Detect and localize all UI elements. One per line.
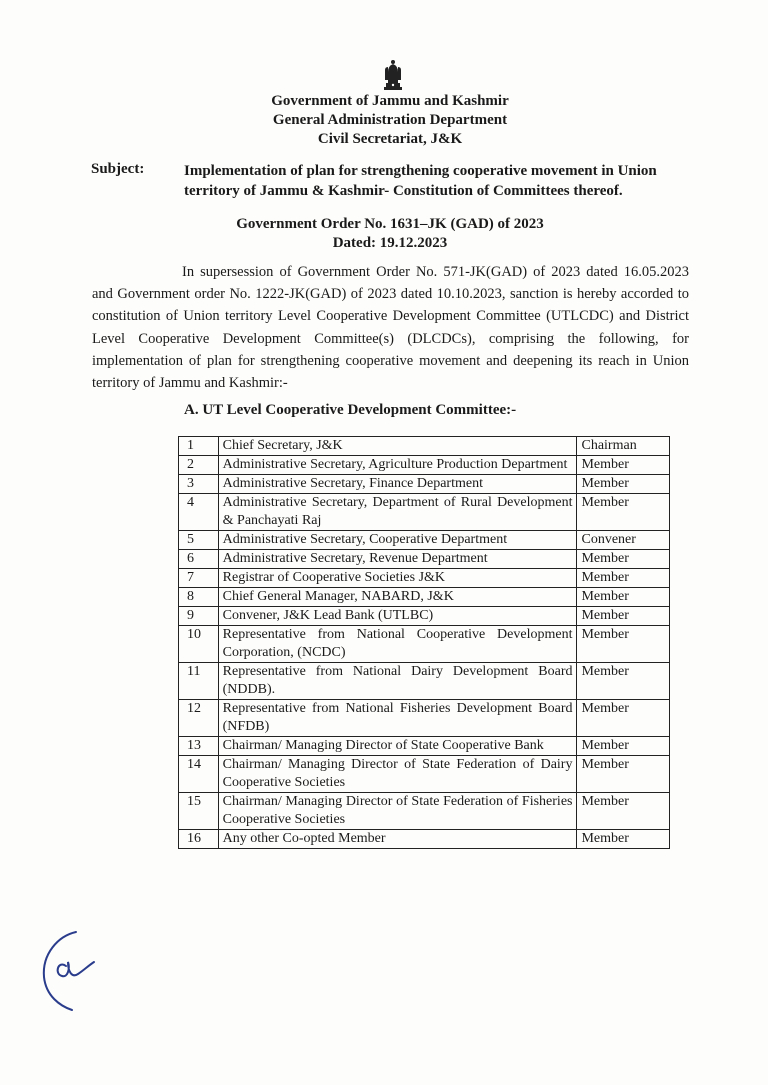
row-role: Member (577, 626, 670, 663)
row-role: Member (577, 569, 670, 588)
row-role: Member (577, 700, 670, 737)
order-number: Government Order No. 1631–JK (GAD) of 2023 (236, 216, 544, 232)
row-role: Member (577, 607, 670, 626)
table-row (179, 793, 670, 830)
row-number: 4 (179, 494, 219, 531)
body-paragraph-text: In supersession of Government Order No. 571-JK(GAD) of 2023 dated 16.05.2023 and Government order No. 1222-JK(GAD) of 2023 dated 10.10.2023, sanction is hereby accorded to constitution of Union territory Level Cooperative Development Committee (UTLCDC) and District Level Cooperative Development Committee(s) (DLCDCs), comprising the following, for implementation of plan for strengthening cooperative movement and deepening its reach in Union territory of Jammu and Kashmir:- (92, 264, 689, 392)
row-number: 9 (179, 607, 219, 626)
table-row (179, 700, 670, 737)
header-department: General Administration Department (272, 112, 508, 128)
table-row (179, 663, 670, 700)
committee-table-body (179, 437, 670, 849)
row-number: 14 (179, 756, 219, 793)
table-row (179, 607, 670, 626)
row-number: 12 (179, 700, 219, 737)
department-header (200, 92, 580, 149)
row-designation: Registrar of Cooperative Societies J&K (218, 569, 577, 588)
row-number: 11 (179, 663, 219, 700)
table-row (179, 437, 670, 456)
row-designation: Chief Secretary, J&K (218, 437, 577, 456)
row-number: 8 (179, 588, 219, 607)
row-number: 15 (179, 793, 219, 830)
row-role: Convener (577, 531, 670, 550)
row-designation: Administrative Secretary, Cooperative Department (218, 531, 577, 550)
row-designation: Representative from National Fisheries Development Board (NFDB) (218, 700, 577, 737)
table-row (179, 550, 670, 569)
row-role: Member (577, 663, 670, 700)
row-number: 1 (179, 437, 219, 456)
table-row (179, 456, 670, 475)
row-designation: Representative from National Cooperative Development Corporation, (NCDC) (218, 626, 577, 663)
row-role: Member (577, 756, 670, 793)
table-row (179, 531, 670, 550)
row-role: Chairman (577, 437, 670, 456)
table-row (179, 830, 670, 849)
row-designation: Chairman/ Managing Director of State Cooperative Bank (218, 737, 577, 756)
row-number: 13 (179, 737, 219, 756)
committee-table (178, 436, 670, 849)
row-designation: Administrative Secretary, Revenue Department (218, 550, 577, 569)
row-role: Member (577, 737, 670, 756)
section-a-heading: A. UT Level Cooperative Development Committee:- (184, 402, 517, 418)
row-number: 3 (179, 475, 219, 494)
table-row (179, 588, 670, 607)
row-designation: Administrative Secretary, Agriculture Production Department (218, 456, 577, 475)
table-row (179, 475, 670, 494)
row-designation: Administrative Secretary, Department of Rural Development & Panchayati Raj (218, 494, 577, 531)
row-designation: Any other Co-opted Member (218, 830, 577, 849)
table-row (179, 756, 670, 793)
table-row (179, 626, 670, 663)
table-row (179, 737, 670, 756)
row-number: 10 (179, 626, 219, 663)
row-role: Member (577, 830, 670, 849)
row-role: Member (577, 588, 670, 607)
row-designation: Chairman/ Managing Director of State Federation of Fisheries Cooperative Societies (218, 793, 577, 830)
row-number: 5 (179, 531, 219, 550)
table-row (179, 494, 670, 531)
header-secretariat: Civil Secretariat, J&K (317, 131, 463, 147)
row-role: Member (577, 494, 670, 531)
row-role: Member (577, 793, 670, 830)
handwritten-signature (36, 922, 116, 1017)
row-role: Member (577, 456, 670, 475)
header-government: Government of Jammu and Kashmir (271, 93, 509, 109)
row-number: 16 (179, 830, 219, 849)
row-designation: Chief General Manager, NABARD, J&K (218, 588, 577, 607)
subject-text: Implementation of plan for strengthening cooperative movement in Union territory of Jammu & Kashmir- Constitution of Committees thereof. (184, 163, 657, 199)
row-designation: Representative from National Dairy Development Board (NDDB). (218, 663, 577, 700)
row-designation: Convener, J&K Lead Bank (UTLBC) (218, 607, 577, 626)
row-designation: Chairman/ Managing Director of State Federation of Dairy Cooperative Societies (218, 756, 577, 793)
row-role: Member (577, 475, 670, 494)
row-number: 2 (179, 456, 219, 475)
order-date: Dated: 19.12.2023 (332, 235, 448, 251)
row-number: 6 (179, 550, 219, 569)
national-emblem-icon (376, 58, 410, 92)
subject-label: Subject: (91, 161, 145, 177)
order-info (200, 215, 580, 253)
table-row (179, 569, 670, 588)
body-paragraph (92, 261, 689, 394)
row-role: Member (577, 550, 670, 569)
row-number: 7 (179, 569, 219, 588)
row-designation: Administrative Secretary, Finance Department (218, 475, 577, 494)
